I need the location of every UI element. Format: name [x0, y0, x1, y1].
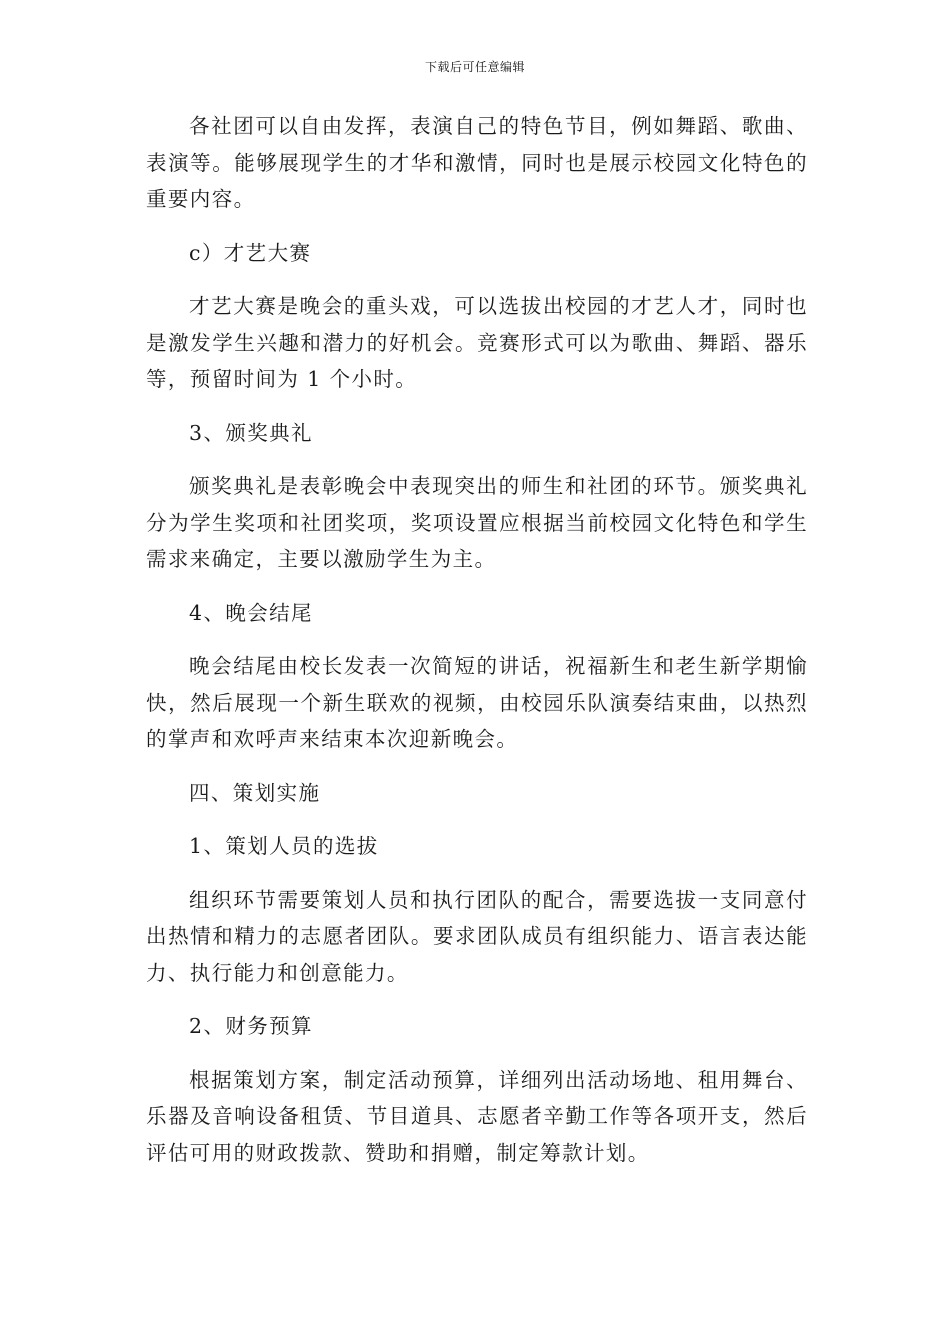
paragraph-financial-budget: 根据策划方案，制定活动预算，详细列出活动场地、租用舞台、乐器及音响设备租赁、节目道具、志愿者辛勤工作等各项开支，然后评估可用的财政拨款、赞助和捐赠，制定筹款计划。 [146, 1067, 808, 1165]
heading-talent-contest: c）才艺大赛 [189, 240, 312, 265]
heading-planner-selection: 1、策划人员的选拔 [189, 834, 379, 858]
paragraph-gala-ending: 晚会结尾由校长发表一次简短的讲话，祝福新生和老生新学期愉快，然后展现一个新生联欢的视频，由校园乐队演奏结束曲，以热烈的掌声和欢呼声来结束本次迎新晚会。 [146, 654, 808, 751]
heading-award-ceremony: 3、颁奖典礼 [189, 420, 313, 445]
paragraph-club-performances: 各社团可以自由发挥，表演自己的特色节目，例如舞蹈、歌曲、表演等。能够展现学生的才华和激情，同时也是展示校园文化特色的重要内容。 [146, 114, 808, 211]
heading-planning-implementation: 四、策划实施 [189, 780, 321, 805]
heading-financial-budget: 2、财务预算 [189, 1014, 313, 1038]
document-body [146, 108, 808, 1171]
heading-gala-ending: 4、晚会结尾 [189, 600, 313, 625]
paragraph-planner-selection: 组织环节需要策划人员和执行团队的配合，需要选拔一支同意付出热情和精力的志愿者团队。要求团队成员有组织能力、语言表达能力、执行能力和创意能力。 [146, 887, 808, 985]
paragraph-talent-contest: 才艺大赛是晚会的重头戏，可以选拔出校园的才艺人才，同时也是激发学生兴趣和潜力的好机会。竞赛形式可以为歌曲、舞蹈、器乐等，预留时间为 1 个小时。 [146, 294, 808, 391]
page-header-note: 下载后可任意编辑 [424, 60, 525, 74]
paragraph-award-ceremony: 颁奖典礼是表彰晚会中表现突出的师生和社团的环节。颁奖典礼分为学生奖项和社团奖项，奖项设置应根据当前校园文化特色和学生需求来确定，主要以激励学生为主。 [146, 474, 808, 571]
